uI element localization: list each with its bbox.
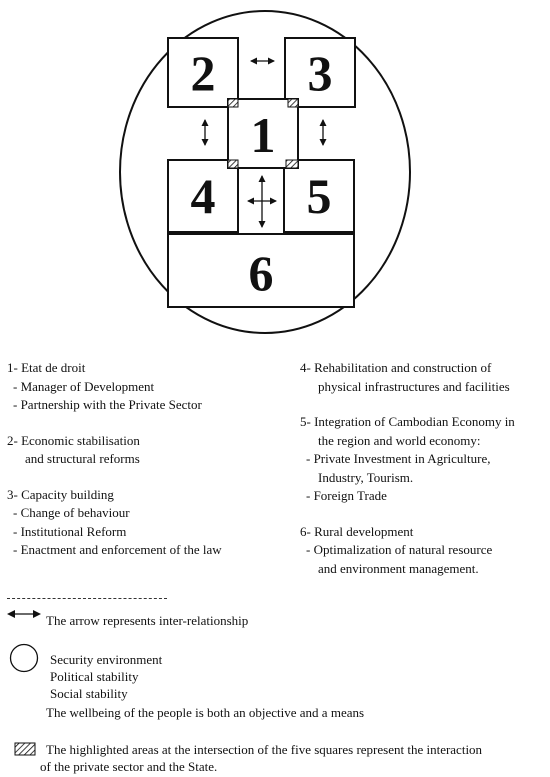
box-4-number: 4 (190, 168, 216, 224)
legend-item: physical infrastructures and facilities (318, 378, 510, 394)
arrow-key-text: The arrow represents inter-relationship (46, 613, 249, 628)
legend-item: - Change of behaviour (13, 505, 130, 520)
legend-item: - Partnership with the Private Sector (13, 397, 202, 412)
circle-key-line-3: Social stability (50, 686, 128, 701)
legend-item: 4- Rehabilitation and construction of (300, 360, 492, 375)
wellbeing-text: The wellbeing of the people is both an objective and a means (46, 705, 365, 720)
hatch-key-line-2: of the private sector and the State. (40, 759, 218, 774)
legend-item: - Optimalization of natural resource (306, 542, 493, 557)
legend-item: 3- Capacity building (7, 486, 114, 502)
framework-diagram (0, 0, 550, 340)
legend-gap (7, 469, 222, 486)
hatch-1-4 (228, 160, 238, 168)
legend-item: 6- Rural development (300, 523, 414, 539)
legend-gap (300, 396, 515, 413)
circle-key-line-2: Political stability (50, 669, 139, 684)
legend-item: 1- Etat de droit (7, 360, 86, 375)
box-3-number: 3 (307, 45, 333, 101)
legend-left-column (7, 359, 222, 560)
legend-item: - Foreign Trade (306, 488, 387, 503)
hatch-1-3 (288, 99, 298, 107)
legend-item: - Enactment and enforcement of the law (13, 542, 222, 557)
legend-gap (300, 506, 515, 523)
separator-line (7, 598, 167, 599)
legend-gap (7, 415, 222, 432)
box-6-number: 6 (248, 245, 274, 301)
hatch-1-5 (286, 160, 298, 168)
legend-item: Industry, Tourism. (318, 469, 414, 485)
legend-item: and structural reforms (25, 451, 140, 466)
box-1-number: 1 (250, 107, 276, 163)
double-arrow-icon (7, 608, 41, 620)
legend-item: the region and world economy: (318, 432, 481, 448)
circle-icon (9, 643, 39, 673)
legend-item: 5- Integration of Cambodian Economy in (300, 414, 515, 429)
box-5-number: 5 (306, 168, 332, 224)
hatch-1-2 (228, 99, 238, 107)
box-2-number: 2 (190, 45, 216, 101)
circle-key-line-1: Security environment (50, 652, 163, 667)
legend-item: 2- Economic stabilisation (7, 432, 140, 448)
legend-right-column (300, 359, 515, 578)
hatched-square-icon (14, 742, 36, 756)
legend-item: - Private Investment in Agriculture, (306, 451, 491, 466)
legend-item: - Institutional Reform (13, 523, 127, 539)
legend-item: and environment management. (318, 560, 479, 576)
hatch-key-line-1: The highlighted areas at the intersection of the five squares represent the interaction (46, 742, 483, 757)
legend-item: - Manager of Development (13, 378, 155, 394)
